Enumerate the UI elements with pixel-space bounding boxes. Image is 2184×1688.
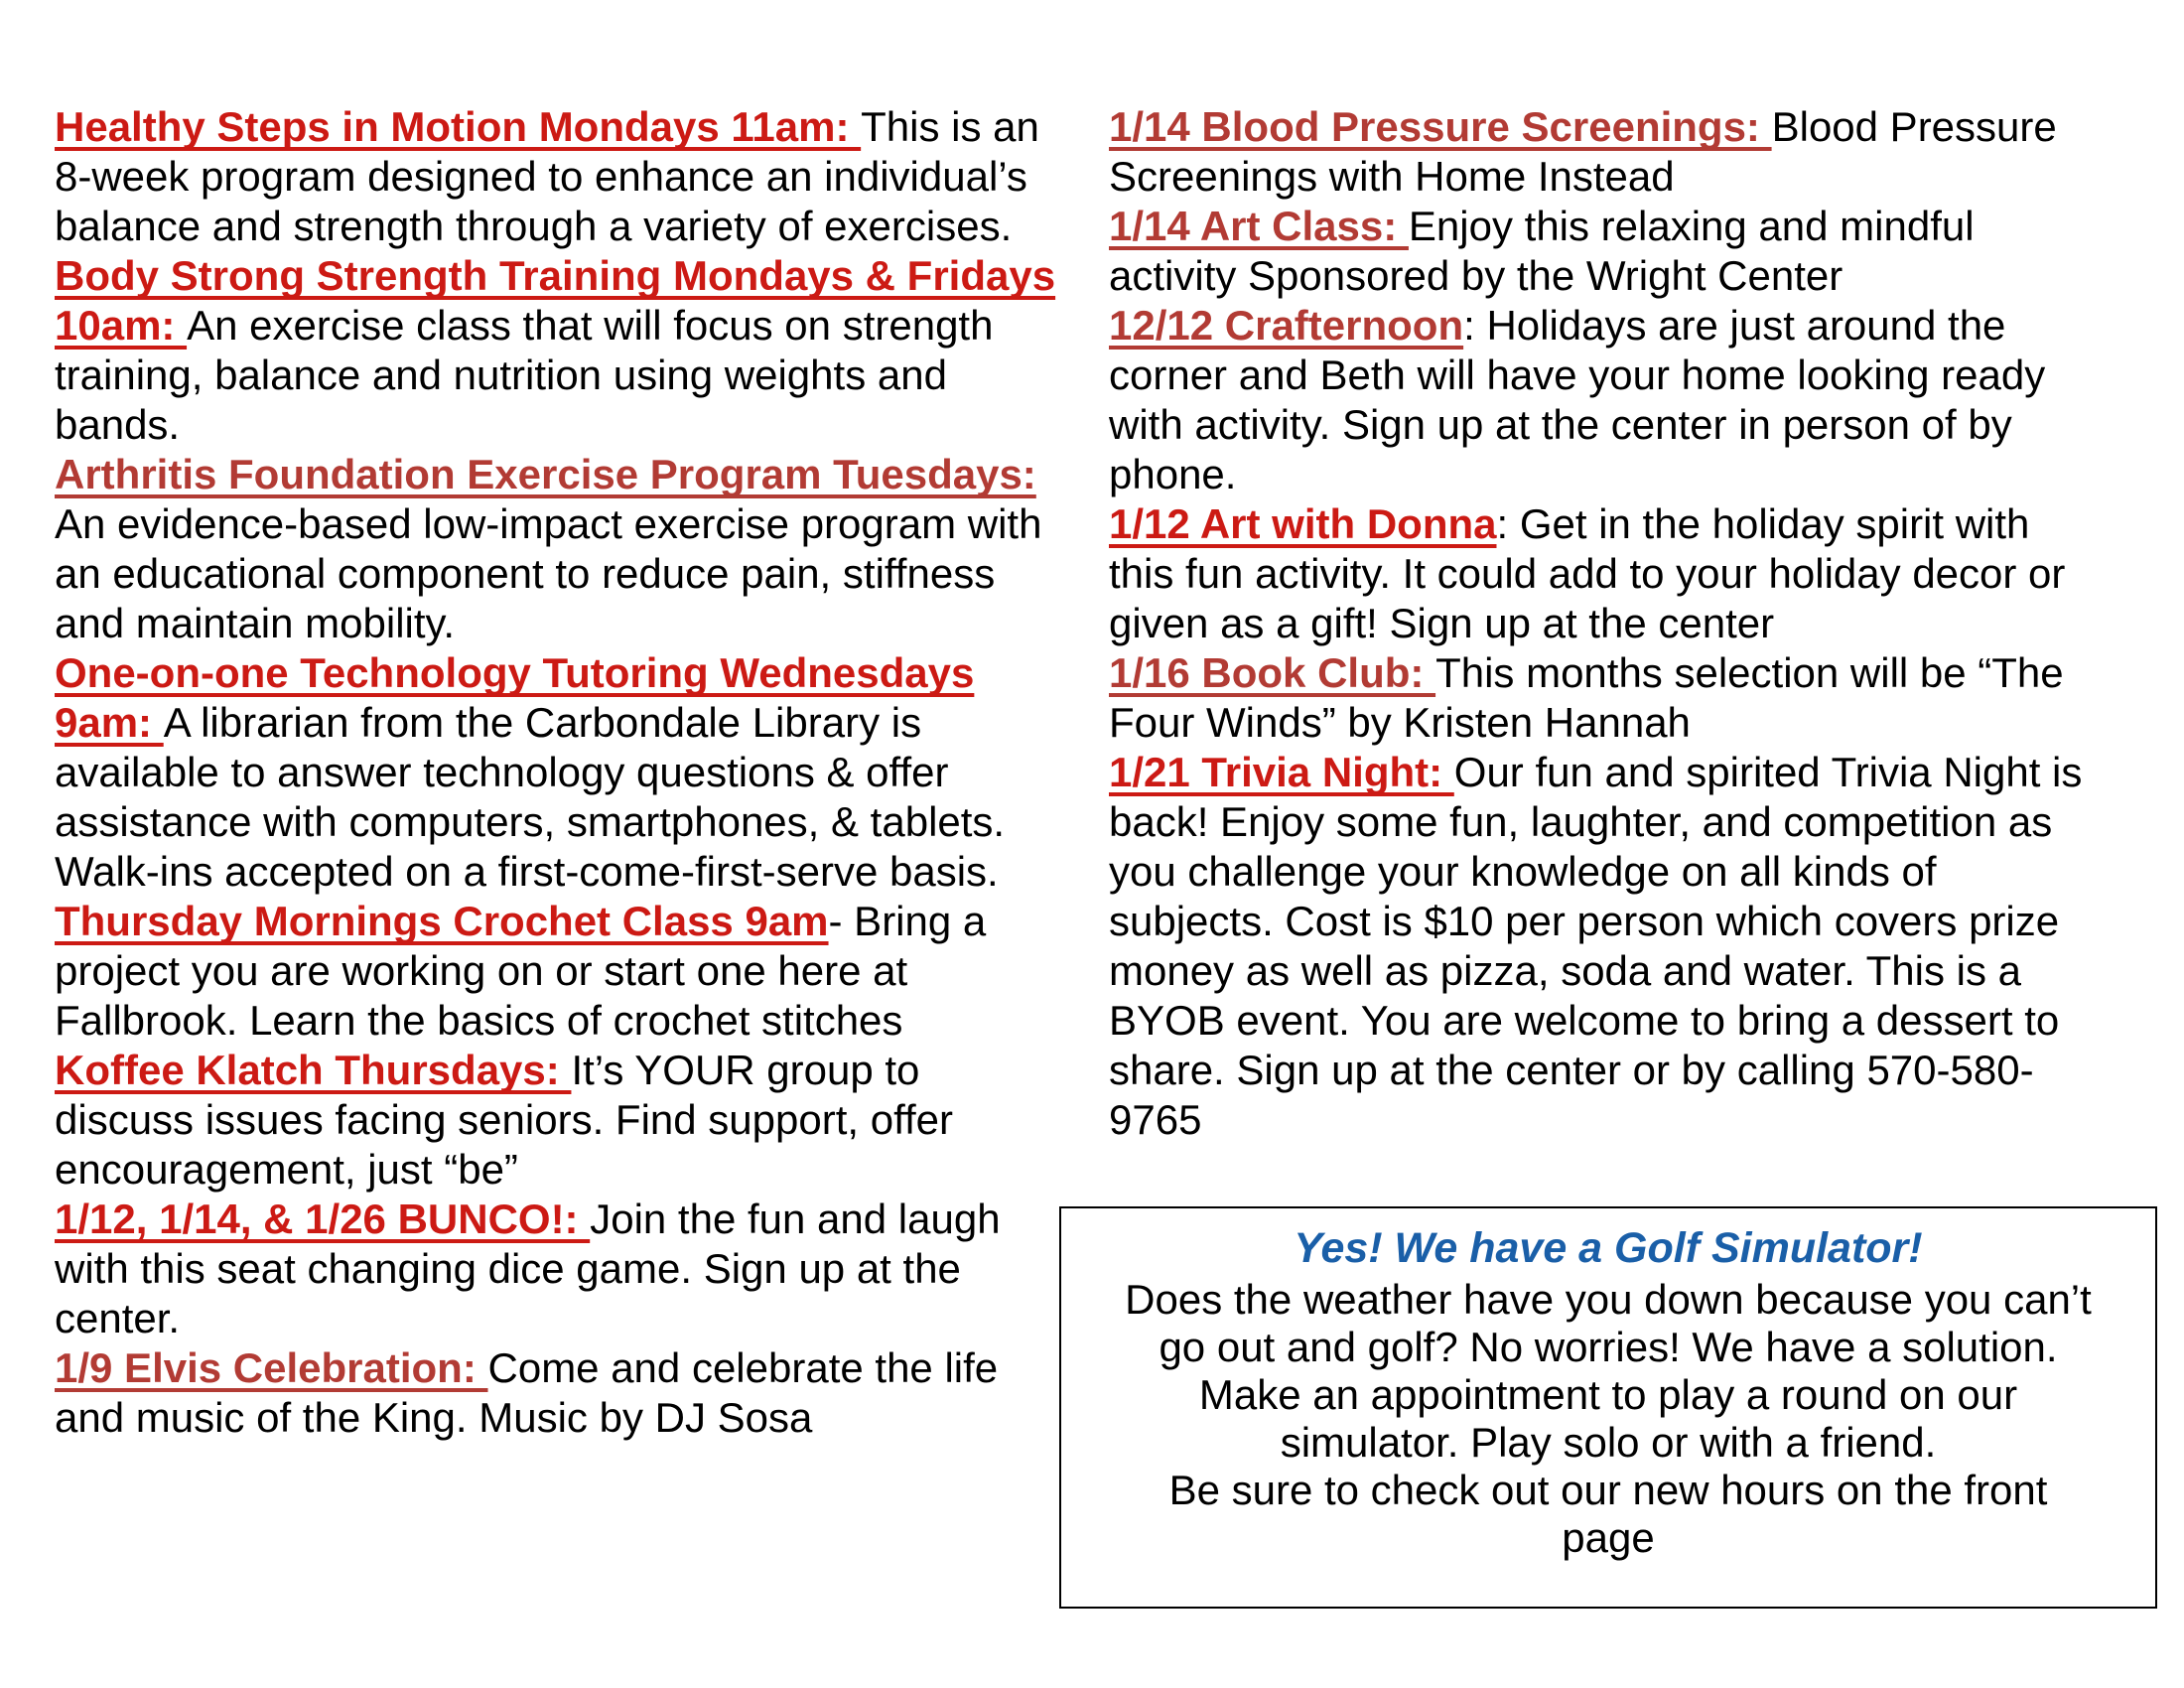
event-heading: 12/12 Crafternoon: [1109, 302, 1464, 349]
golf-simulator-box: [1059, 1206, 2157, 1609]
event-description: Our fun and spirited Trivia Night is back! Enjoy some fun, laughter, and competition as you challenge your knowledge on all kinds of subjects. Cost is $10 per person which covers prize money as well as pizza, soda and water. This is a BYOB event. You are welcome to bring a dessert to share. Sign up at the center or by calling 570-580-9765: [1109, 749, 2083, 1143]
activity-koffee-klatch: [55, 1046, 1067, 1195]
event-description: : Holidays are just around the corner and Beth will have your home looking ready with activity. Sign up at the center in person of by phone.: [1109, 302, 2046, 497]
activity-heading: Body Strong Strength Training Mondays & Fridays 10am:: [55, 252, 1056, 349]
event-art-with-donna: [1109, 499, 2094, 648]
event-heading: 1/14 Art Class:: [1109, 203, 1409, 249]
golf-box-title: Yes! We have a Golf Simulator!: [1294, 1224, 1923, 1272]
event-description: Blood Pressure Screenings with Home Instead: [1109, 103, 2057, 200]
activity-description: Come and celebrate the life and music of the King. Music by DJ Sosa: [55, 1344, 999, 1441]
activity-heading: One-on-one Technology Tutoring Wednesdays 9am:: [55, 649, 975, 746]
event-trivia-night: [1109, 748, 2094, 1145]
event-crafternoon: [1109, 301, 2094, 499]
event-description: : Get in the holiday spirit with this fun activity. It could add to your holiday decor or given as a gift! Sign up at the center: [1109, 500, 2066, 646]
golf-box-line: Make an appointment to play a round on our: [1198, 1371, 2018, 1418]
activity-arthritis-exercise: [55, 450, 1067, 648]
activity-description: This is an 8-week program designed to enhance an individual’s balance and strength through a variety of exercises.: [55, 103, 1039, 249]
activity-body-strong: [55, 251, 1067, 450]
event-art-class: [1109, 202, 2094, 301]
activity-description: Join the fun and laugh with this seat changing dice game. Sign up at the center.: [55, 1196, 1001, 1341]
event-blood-pressure-screenings: [1109, 102, 2094, 202]
activity-healthy-steps: [55, 102, 1067, 251]
event-heading: 1/12 Art with Donna: [1109, 500, 1497, 547]
golf-box-line: Be sure to check out our new hours on the front: [1168, 1467, 2048, 1513]
left-column: [55, 102, 1067, 1443]
event-heading: 1/16 Book Club:: [1109, 649, 1436, 696]
event-book-club: [1109, 648, 2094, 748]
activity-description: An exercise class that will focus on strength training, balance and nutrition using weights and bands.: [55, 302, 994, 448]
activity-heading: Healthy Steps in Motion Mondays 11am:: [55, 103, 862, 150]
golf-box-line: go out and golf? No worries! We have a solution.: [1159, 1324, 2058, 1370]
activity-crochet-class: [55, 897, 1067, 1046]
event-description: This months selection will be “The Four Winds” by Kristen Hannah: [1109, 649, 2064, 746]
activity-elvis-celebration: [55, 1343, 1067, 1443]
activity-description: - Bring a project you are working on or start one here at Fallbrook. Learn the basics of crochet stitches: [55, 898, 987, 1044]
golf-box-line: Does the weather have you down because you can’t: [1125, 1276, 2092, 1323]
activity-description: A librarian from the Carbondale Library is available to answer technology questions & offer assistance with computers, smartphones, & tablets. Walk-ins accepted on a first-come-first-serve basis.: [55, 699, 1006, 895]
right-column: [1109, 102, 2094, 1145]
event-description: Enjoy this relaxing and mindful activity Sponsored by the Wright Center: [1109, 203, 1975, 299]
activity-heading: Koffee Klatch Thursdays:: [55, 1047, 572, 1093]
event-heading: 1/14 Blood Pressure Screenings:: [1109, 103, 1772, 150]
activity-technology-tutoring: [55, 648, 1067, 897]
activity-heading: 1/9 Elvis Celebration:: [55, 1344, 488, 1391]
activity-description: An evidence-based low-impact exercise program with an educational component to reduce pain, stiffness and maintain mobility.: [55, 500, 1042, 646]
activity-description: It’s YOUR group to discuss issues facing seniors. Find support, offer encouragement, just “be”: [55, 1047, 953, 1193]
event-heading: 1/21 Trivia Night:: [1109, 749, 1454, 795]
activity-heading: 1/12, 1/14, & 1/26 BUNCO!:: [55, 1196, 591, 1242]
golf-box-line: page: [1562, 1514, 1655, 1561]
golf-box-line: simulator. Play solo or with a friend.: [1280, 1419, 1937, 1466]
activity-bunco: [55, 1195, 1067, 1343]
activity-heading: Arthritis Foundation Exercise Program Tuesdays:: [55, 451, 1036, 497]
activity-heading: Thursday Mornings Crochet Class 9am: [55, 898, 829, 944]
